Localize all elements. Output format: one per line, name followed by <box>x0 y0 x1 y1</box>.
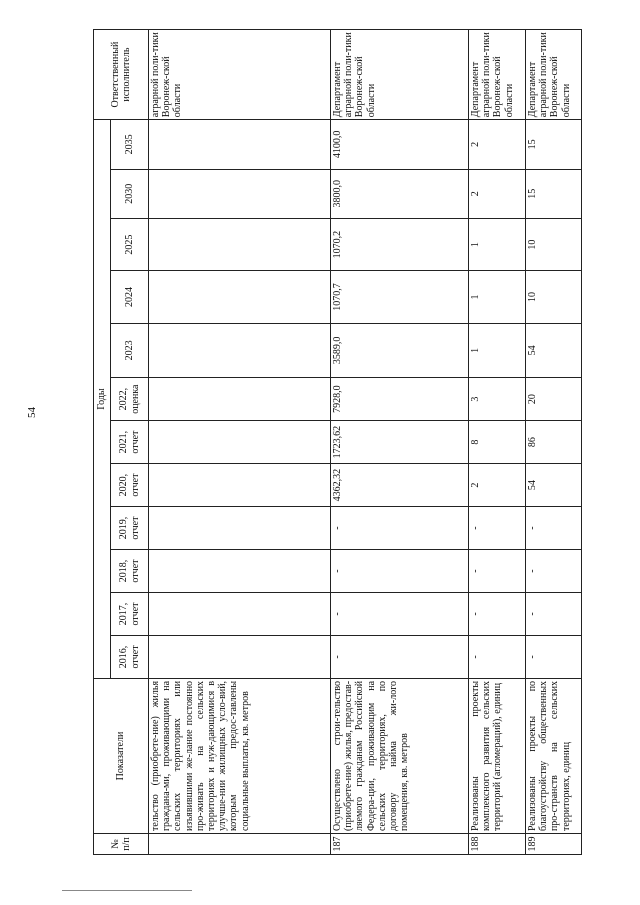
row-value: 4362,32 <box>331 464 469 507</box>
row-value: - <box>469 593 526 636</box>
row-value: 1070,2 <box>331 218 469 270</box>
row-value <box>149 120 331 169</box>
header-year: 2025 <box>111 218 149 270</box>
header-year: 2020, отчет <box>111 464 149 507</box>
row-num: 189 <box>526 834 582 855</box>
row-value: 15 <box>526 169 582 218</box>
row-indicator: Реализованы проекты комплексного развития сельских территорий (агломераций), единиц <box>469 678 526 833</box>
row-responsible: аграрной поли-тики Воронеж-ской области <box>149 30 331 120</box>
header-year: 2018, отчет <box>111 550 149 593</box>
header-year: 2030 <box>111 169 149 218</box>
row-value: 1 <box>469 218 526 270</box>
row-value: 86 <box>526 421 582 464</box>
row-value: 3589,0 <box>331 323 469 377</box>
row-value: 1070,7 <box>331 271 469 323</box>
table-row <box>469 30 526 855</box>
header-year: 2016, отчет <box>111 635 149 678</box>
row-value: 15 <box>526 120 582 169</box>
table-row <box>149 30 331 855</box>
row-value: 54 <box>526 464 582 507</box>
row-value: - <box>469 550 526 593</box>
row-responsible: Департамент аграрной поли-тики Воронеж-ской области <box>526 30 582 120</box>
row-value <box>149 271 331 323</box>
row-value <box>149 323 331 377</box>
header-year: 2017, отчет <box>111 593 149 636</box>
row-value: 20 <box>526 378 582 421</box>
row-value: 1723,62 <box>331 421 469 464</box>
page-number: 54 <box>26 407 38 418</box>
row-indicator: Осуществлено строи-тельство (приобрете-ние) жилья, предостав-ляемого гражданам Российской Федера-ции, проживающим на сельских территориях, по договору найма жи-лого помещения, кв. метров <box>331 678 469 833</box>
row-value: - <box>331 507 469 550</box>
indicators-table <box>93 29 582 855</box>
header-num: № п/п <box>94 834 149 855</box>
row-value: - <box>469 635 526 678</box>
row-value: 8 <box>469 421 526 464</box>
row-value <box>149 635 331 678</box>
row-value: - <box>331 593 469 636</box>
header-responsible: Ответственный исполнитель <box>94 30 149 120</box>
row-value: - <box>469 507 526 550</box>
row-value <box>149 464 331 507</box>
row-indicator: Реализованы проекты по благоустройству общественных про-странств на сельских территориях, единиц <box>526 678 582 833</box>
header-year: 2024 <box>111 271 149 323</box>
header-years-group: Годы <box>94 120 111 679</box>
row-value <box>149 421 331 464</box>
table-row <box>526 30 582 855</box>
row-value: 7928,0 <box>331 378 469 421</box>
row-num <box>149 834 331 855</box>
row-value: - <box>331 635 469 678</box>
row-value <box>149 378 331 421</box>
row-value: 1 <box>469 271 526 323</box>
row-responsible: Департамент аграрной поли-тики Воронеж-ской области <box>469 30 526 120</box>
row-value: 2 <box>469 464 526 507</box>
row-value: 2 <box>469 120 526 169</box>
row-value: 10 <box>526 218 582 270</box>
row-value: 54 <box>526 323 582 377</box>
row-value: 3 <box>469 378 526 421</box>
header-indicator: Показатели <box>94 678 149 833</box>
row-value <box>149 593 331 636</box>
row-value: - <box>526 507 582 550</box>
header-year: 2021, отчет <box>111 421 149 464</box>
row-value: 10 <box>526 271 582 323</box>
row-value: - <box>526 593 582 636</box>
footer-rule <box>62 890 192 891</box>
header-year: 2019, отчет <box>111 507 149 550</box>
row-indicator: тельство (приобрете-ние) жилья граждана-ми, проживающими на сельских территориях или изъявившими же-лание постоянно про-живать на сельских территориях и нуж-дающимися в улучше-нии жилищных усло-вий, которым предос-тавлены социальные выплаты, кв. метров <box>149 678 331 833</box>
row-value <box>149 169 331 218</box>
row-value <box>149 550 331 593</box>
row-value <box>149 218 331 270</box>
row-value: 3800,0 <box>331 169 469 218</box>
row-responsible: Департамент аграрной поли-тики Воронеж-ской области <box>331 30 469 120</box>
row-num: 188 <box>469 834 526 855</box>
header-year: 2022, оценка <box>111 378 149 421</box>
header-year: 2023 <box>111 323 149 377</box>
row-num: 187 <box>331 834 469 855</box>
table-row <box>331 30 469 855</box>
row-value: - <box>331 550 469 593</box>
row-value: 4100,0 <box>331 120 469 169</box>
rotated-table-container <box>93 29 581 855</box>
row-value: - <box>526 550 582 593</box>
row-value: 1 <box>469 323 526 377</box>
header-year: 2035 <box>111 120 149 169</box>
row-value: 2 <box>469 169 526 218</box>
row-value <box>149 507 331 550</box>
row-value: - <box>526 635 582 678</box>
